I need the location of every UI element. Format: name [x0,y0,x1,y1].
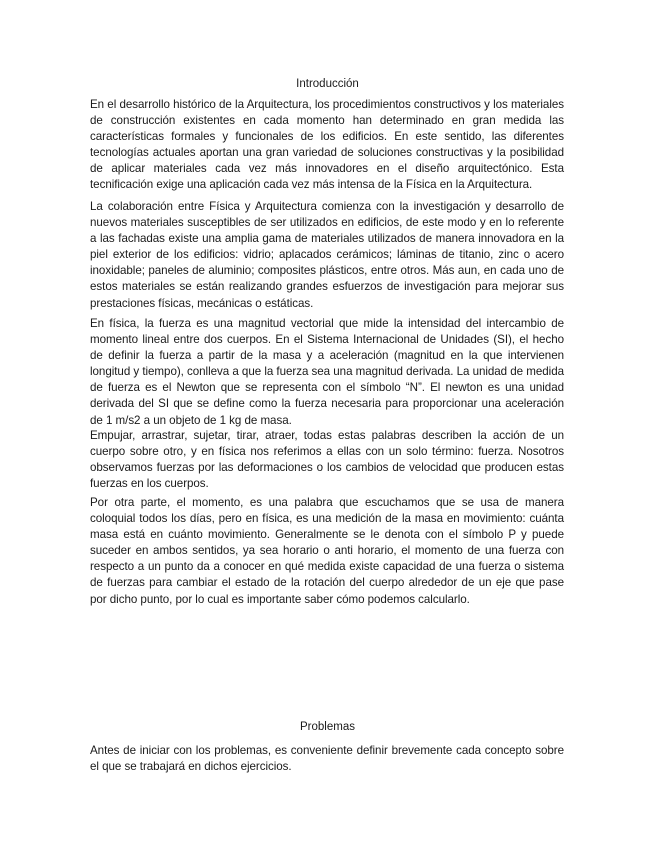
intro-heading: Introducción [296,78,359,90]
intro-paragraph-1: En el desarrollo histórico de la Arquitectura, los procedimientos constructivos y los materiales de construcción existentes en cada momento han determinado en gran medida las características formales y funcionales de los edificios. En este sentido, las diferentes tecnologías actuales aportan una gran variedad de soluciones constructivas y la posibilidad de aplicar materiales cada vez más innovadores en el diseño arquitectónico. Esta tecnificación exige una aplicación cada vez más intensa de la Física en la Arquitectura. [90,98,564,192]
problems-intro-paragraph: Antes de iniciar con los problemas, es conveniente definir brevemente cada concepto sobre el que se trabajará en dichos ejercicios. [90,744,564,774]
intro-paragraph-5: Por otra parte, el momento, es una palabra que escuchamos que se usa de manera coloquial todos los días, pero en física, es una medición de la masa en movimiento: cuánta masa está en cuánto movimiento. Generalmente se le denota con el símbolo P y puede suceder en ambos sentidos, ya sea horario o anti horario, el momento de una fuerza con respecto a un punto da a conocer en qué medida existe capacidad de una fuerza o sistema de fuerzas para cambiar el estado de la rotación del cuerpo alrededor de un eje que pase por dicho punto, por lo cual es importante saber cómo podemos calcularlo. [90,496,564,606]
intro-paragraph-2: La colaboración entre Física y Arquitectura comienza con la investigación y desarrollo de nuevos materiales susceptibles de ser utilizados en edificios, de este modo y en lo referente a las fachadas existe una amplia gama de materiales utilizados de manera innovadora en la piel exterior de los edificios: vidrio; aplacados cerámicos; láminas de titanio, zinc o acero inoxidable; paneles de aluminio; composites plásticos, entre otros. Más aun, en cada uno de estos materiales se están realizando grandes esfuerzos de investigación para mejorar sus prestaciones físicas, mecánicas o estáticas. [90,200,564,310]
intro-paragraph-3: En física, la fuerza es una magnitud vectorial que mide la intensidad del intercambio de momento lineal entre dos cuerpos. En el Sistema Internacional de Unidades (SI), el hecho de definir la fuerza a partir de la masa y a aceleración (magnitud en la que intervienen longitud y tiempo), conlleva a que la fuerza sea una magnitud derivada. La unidad de medida de fuerza es el Newton que se representa con el símbolo “N”. El newton es una unidad derivada del SI que se define como la fuerza necesaria para proporcionar una aceleración de 1 m/s2 a un objeto de 1 kg de masa. [90,317,564,427]
intro-paragraph-4: Empujar, arrastrar, sujetar, tirar, atraer, todas estas palabras describen la acción de un cuerpo sobre otro, y en física nos referimos a ellas con un solo término: fuerza. Nosotros observamos fuerzas por las deformaciones o los cambios de velocidad que producen estas fuerzas en los cuerpos. [90,429,564,491]
problems-heading: Problemas [300,721,355,733]
